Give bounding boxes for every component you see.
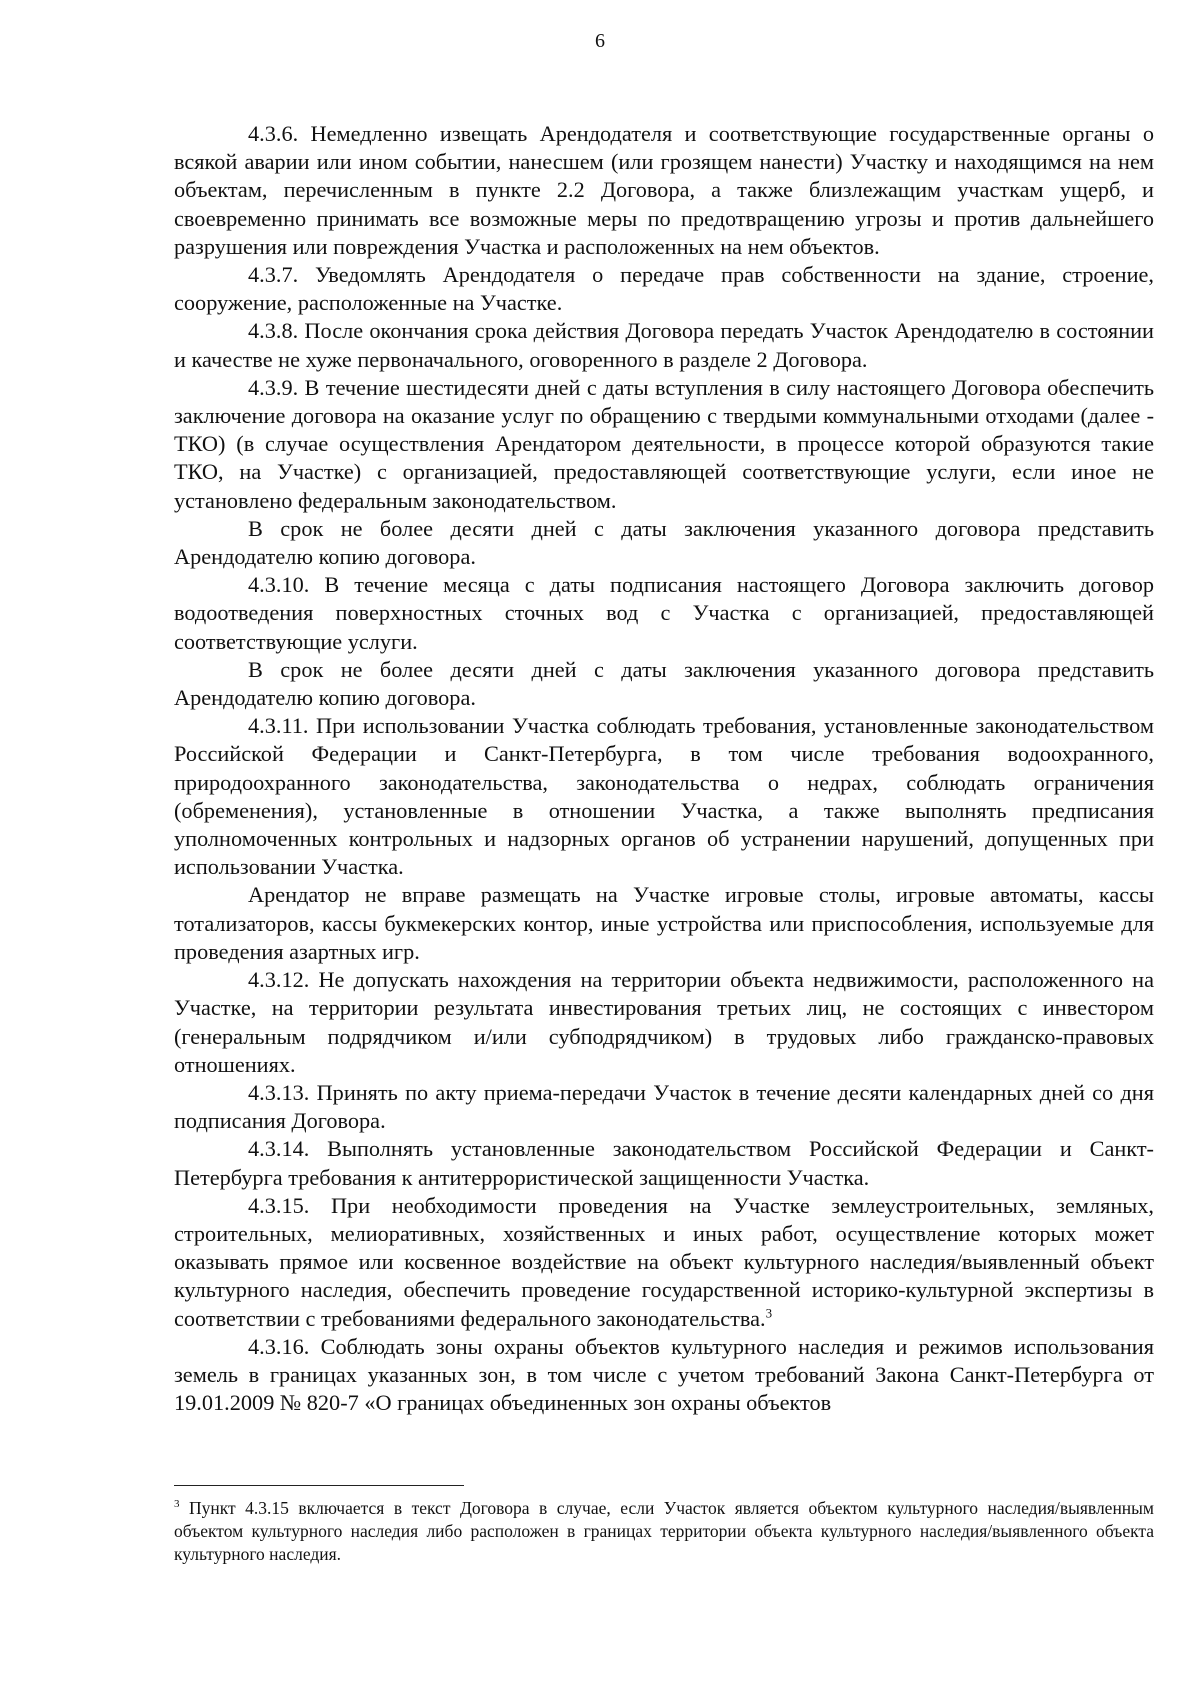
paragraph-4-3-13: 4.3.13. Принять по акту приема-передачи Участок в течение десяти календарных дней со дня подписания Договора. (174, 1079, 1154, 1134)
footnote-separator (174, 1485, 464, 1486)
paragraph-4-3-9-continuation: В срок не более десяти дней с даты заключения указанного договора представить Арендодателю копию договора. (174, 515, 1154, 570)
paragraph-4-3-16: 4.3.16. Соблюдать зоны охраны объектов культурного наследия и режимов использования земель в границах указанных зон, в том числе с учетом требований Закона Санкт-Петербурга от 19.01.2009 № 820-7 «О границах объединенных зон охраны объектов (174, 1333, 1154, 1416)
paragraph-4-3-7: 4.3.7. Уведомлять Арендодателя о передаче прав собственности на здание, строение, сооружение, расположенные на Участке. (174, 262, 1154, 316)
paragraph-4-3-15-text: 4.3.15. При необходимости проведения на Участке землеустроительных, земляных, строительных, мелиоративных, хозяйственных и иных работ, осуществление которых может оказывать прямое или косвенное воздействие на объект культурного наследия/выявленный объект культурного наследия, обеспечить проведение государственной историко-культурной экспертизы в соответствии с требованиями федерального законодательства. (174, 1192, 1154, 1331)
paragraph-4-3-9: 4.3.9. В течение шестидесяти дней с даты вступления в силу настоящего Договора обеспечить заключение договора на оказание услуг по обращению с твердыми коммунальными отходами (далее - ТКО) (в случае осуществления Арендатором деятельности, в процессе которой образуются такие ТКО, на Участке) с организацией, предоставляющей соответствующие услуги, если иное не установлено федеральным законодательством. (174, 374, 1154, 513)
paragraph-4-3-6: 4.3.6. Немедленно извещать Арендодателя и соответствующие государственные органы о всякой аварии или ином событии, нанесшем (или грозящем нанести) Участку и находящимся на нем объектам, перечисленным в пункте 2.2 Договора, а также близлежащим участкам ущерб, и своевременно принимать все возможные меры по предотвращению угрозы и против дальнейшего разрушения или повреждения Участка и расположенных на нем объектов. (174, 121, 1154, 259)
paragraph-4-3-8: 4.3.8. После окончания срока действия Договора передать Участок Арендодателю в состоянии и качестве не хуже первоначального, оговоренного в разделе 2 Договора. (174, 318, 1154, 372)
footnote (174, 1497, 1154, 1566)
document-body (174, 120, 1154, 1417)
paragraph-4-3-11: 4.3.11. При использовании Участка соблюдать требования, установленные законодательством Российской Федерации и Санкт-Петербурга, в том числе требования водоохранного, природоохранного законодательства, законодательства о недрах, соблюдать ограничения (обременения), установленные в отношении Участка, а также выполнять предписания уполномоченных контрольных и надзорных органов об устранении нарушений, допущенных при использовании Участка. (174, 713, 1154, 880)
paragraph-4-3-10: 4.3.10. В течение месяца с даты подписания настоящего Договора заключить договор водоотведения поверхностных сточных вод с Участка с организацией, предоставляющей соответствующие услуги. (174, 572, 1154, 654)
footnote-marker: 3 (174, 1498, 180, 1511)
paragraph-4-3-10-continuation: В срок не более десяти дней с даты заключения указанного договора представить Арендодателю копию договора. (174, 656, 1154, 711)
page-number: 6 (595, 30, 605, 52)
footnote-text: Пункт 4.3.15 включается в текст Договора в случае, если Участок является объектом культурного наследия/выявленным объектом культурного наследия либо расположен в границах территории объекта культурного наследия/выявленного объекта культурного наследия. (174, 1498, 1155, 1564)
paragraph-4-3-14: 4.3.14. Выполнять установленные законодательством Российской Федерации и Санкт-Петербурга требования к антитеррористической защищенности Участка. (174, 1136, 1154, 1190)
paragraph-4-3-11-continuation: Арендатор не вправе размещать на Участке игровые столы, игровые автоматы, кассы тотализаторов, кассы букмекерских контор, иные устройства или приспособления, используемые для проведения азартных игр. (174, 882, 1154, 964)
footnote-reference: 3 (765, 1305, 773, 1321)
paragraph-4-3-15 (174, 1192, 1154, 1333)
paragraph-4-3-12: 4.3.12. Не допускать нахождения на территории объекта недвижимости, расположенного на Участке, на территории результата инвестирования третьих лиц, не состоящих с инвестором (генеральным подрядчиком и/или субподрядчиком) в трудовых либо гражданско-правовых отношениях. (174, 967, 1154, 1077)
